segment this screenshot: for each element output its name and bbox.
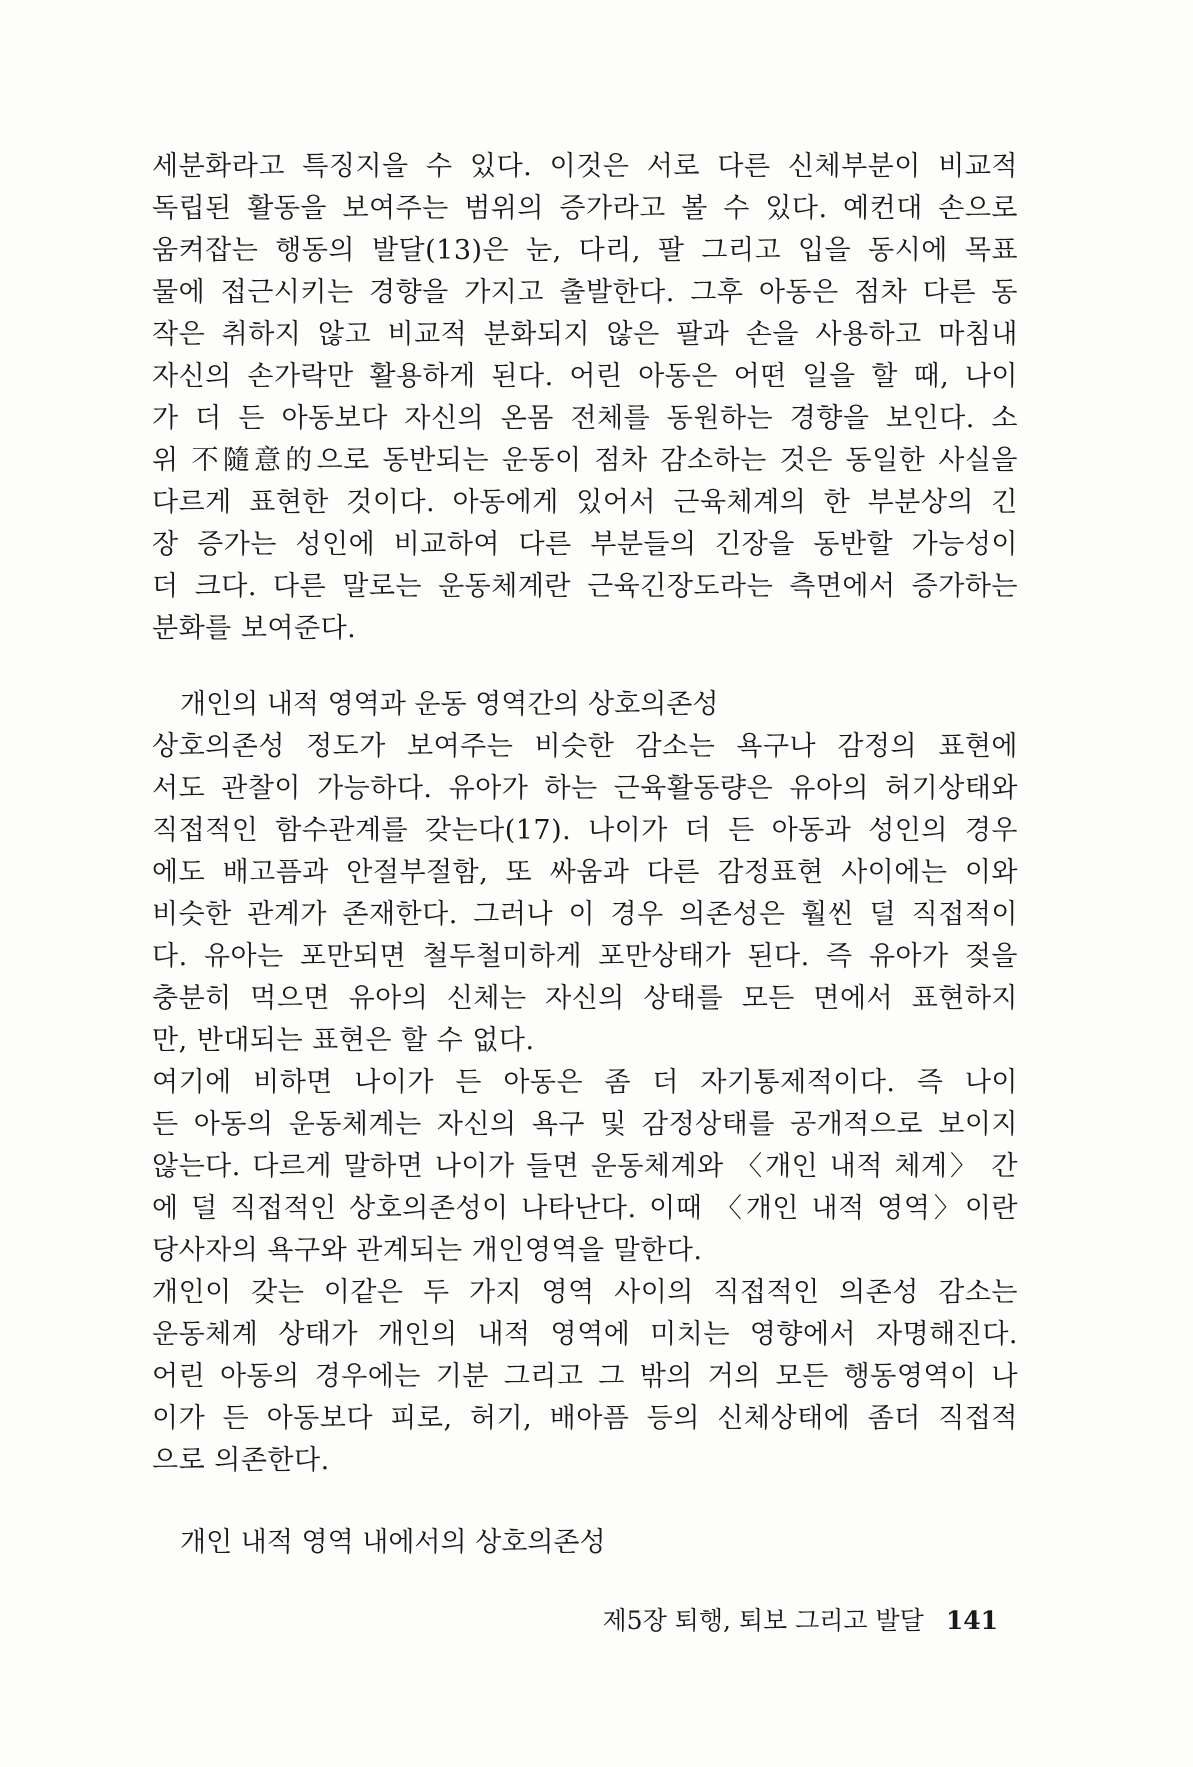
text-line: 이가 든 아동보다 피로, 허기, 배아픔 등의 신체상태에 좀더 직접적 bbox=[152, 1403, 1018, 1434]
text-line: 서도 관찰이 가능하다. 유아가 하는 근육활동량은 유아의 허기상태와 bbox=[152, 773, 1018, 804]
text-line: 운동체계 상태가 개인의 내적 영역에 미치는 영향에서 자명해진다. bbox=[152, 1319, 1018, 1350]
text-line: 다르게 표현한 것이다. 아동에게 있어서 근육체계의 한 부분상의 긴 bbox=[152, 487, 1018, 518]
text-line: 더 크다. 다른 말로는 운동체계란 근육긴장도라는 측면에서 증가하는 bbox=[152, 571, 1018, 602]
paragraph-interdependence bbox=[152, 726, 1018, 1482]
text-line: 다. 유아는 포만되면 철두철미하게 포만상태가 된다. 즉 유아가 젖을 bbox=[152, 941, 1018, 972]
section-heading: 개인 내적 영역 내에서의 상호의존성 bbox=[180, 1527, 606, 1558]
page-number: 141 bbox=[945, 1606, 998, 1635]
text-line: 장 증가는 성인에 비교하여 다른 부분들의 긴장을 동반할 가능성이 bbox=[152, 529, 1018, 560]
text-line: 자신의 손가락만 활용하게 된다. 어린 아동은 어떤 일을 할 때, 나이 bbox=[152, 361, 1018, 392]
text-line: 독립된 활동을 보여주는 범위의 증가라고 볼 수 있다. 예컨대 손으로 bbox=[152, 193, 1018, 224]
section-heading-inner-motor bbox=[152, 684, 1018, 726]
text-line: 않는다. 다르게 말하면 나이가 들면 운동체계와 〈개인 내적 체계〉 간 bbox=[152, 1151, 1018, 1182]
text-line: 으로 의존한다. bbox=[152, 1445, 330, 1476]
running-footer bbox=[603, 1603, 998, 1639]
text-line: 어린 아동의 경우에는 기분 그리고 그 밖의 거의 모든 행동영역이 나 bbox=[152, 1361, 1018, 1392]
text-line: 세분화라고 특징지을 수 있다. 이것은 서로 다른 신체부분이 비교적 bbox=[152, 151, 1018, 182]
text-line: 움켜잡는 행동의 발달(13)은 눈, 다리, 팔 그리고 입을 동시에 목표 bbox=[152, 235, 1018, 266]
chapter-title: 제5장 퇴행, 퇴보 그리고 발달 bbox=[602, 1606, 924, 1635]
text-line: 충분히 먹으면 유아의 신체는 자신의 상태를 모든 면에서 표현하지 bbox=[152, 983, 1018, 1014]
text-line: 에 덜 직접적인 상호의존성이 나타난다. 이때 〈개인 내적 영역〉이란 bbox=[152, 1193, 1018, 1224]
text-line: 직접적인 함수관계를 갖는다(17). 나이가 더 든 아동과 성인의 경우 bbox=[152, 815, 1018, 846]
text-line: 여기에 비하면 나이가 든 아동은 좀 더 자기통제적이다. 즉 나이 bbox=[152, 1067, 1018, 1098]
text-line: 가 더 든 아동보다 자신의 온몸 전체를 동원하는 경향을 보인다. 소 bbox=[152, 403, 1018, 434]
text-line: 에도 배고픔과 안절부절함, 또 싸움과 다른 감정표현 사이에는 이와 bbox=[152, 857, 1018, 888]
text-line: 작은 취하지 않고 비교적 분화되지 않은 팔과 손을 사용하고 마침내 bbox=[152, 319, 1018, 350]
text-line: 분화를 보여준다. bbox=[152, 613, 357, 644]
text-line: 물에 접근시키는 경향을 가지고 출발한다. 그후 아동은 점차 다른 동 bbox=[152, 277, 1018, 308]
text-line: 든 아동의 운동체계는 자신의 욕구 및 감정상태를 공개적으로 보이지 bbox=[152, 1109, 1018, 1140]
text-line: 만, 반대되는 표현은 할 수 없다. bbox=[152, 1025, 535, 1056]
text-line: 비슷한 관계가 존재한다. 그러나 이 경우 의존성은 훨씬 덜 직접적이 bbox=[152, 899, 1018, 930]
section-heading-within-inner bbox=[152, 1522, 1018, 1564]
paragraph-motor-differentiation bbox=[152, 146, 1018, 650]
text-line: 개인이 갖는 이같은 두 가지 영역 사이의 직접적인 의존성 감소는 bbox=[152, 1277, 1018, 1308]
text-line: 당사자의 욕구와 관계되는 개인영역을 말한다. bbox=[152, 1235, 703, 1266]
text-line: 상호의존성 정도가 보여주는 비슷한 감소는 욕구나 감정의 표현에 bbox=[152, 731, 1018, 762]
text-line: 위 不隨意的으로 동반되는 운동이 점차 감소하는 것은 동일한 사실을 bbox=[152, 445, 1018, 476]
section-heading: 개인의 내적 영역과 운동 영역간의 상호의존성 bbox=[180, 689, 719, 720]
